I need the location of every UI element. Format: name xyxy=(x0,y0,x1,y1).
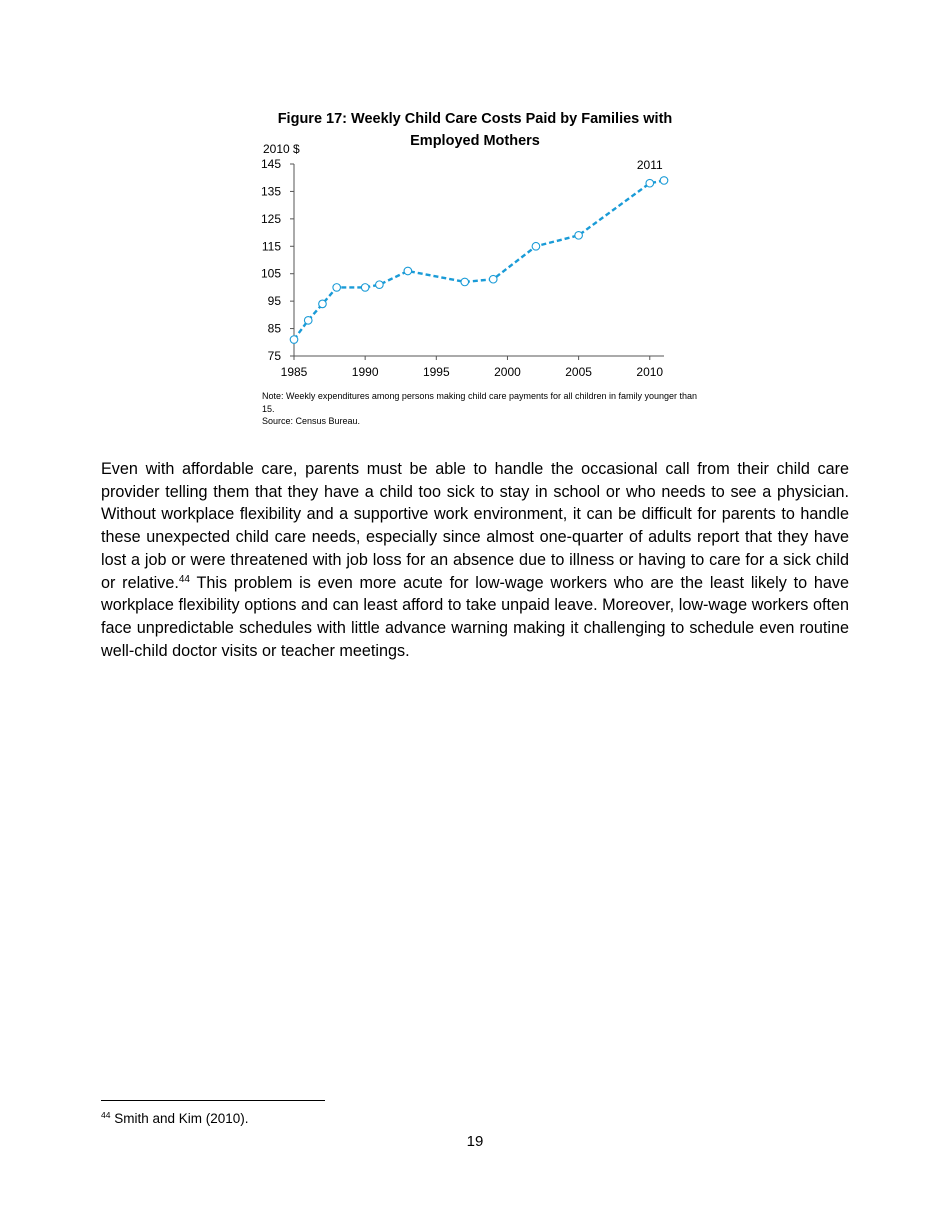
y-axis-label: 2010 $ xyxy=(263,142,300,156)
y-tick-label: 85 xyxy=(267,321,281,336)
x-tick-label: 1995 xyxy=(422,365,450,379)
footnote-text: Smith and Kim (2010). xyxy=(110,1111,249,1126)
footnote-marker: 44 xyxy=(101,1110,111,1120)
page-number: 19 xyxy=(466,1133,484,1150)
x-tick-label: 1990 xyxy=(351,365,379,379)
data-point xyxy=(660,177,668,185)
data-point xyxy=(319,300,327,308)
chart-ticks xyxy=(261,157,663,379)
data-point xyxy=(290,336,298,344)
series-line xyxy=(294,181,664,340)
y-tick-label: 115 xyxy=(261,239,281,254)
y-tick-label: 95 xyxy=(267,294,281,309)
x-tick-label: 2010 xyxy=(636,365,664,379)
data-point xyxy=(333,284,341,292)
body-paragraph xyxy=(101,458,849,662)
data-point xyxy=(361,284,369,292)
data-point xyxy=(575,232,583,240)
footnote-separator xyxy=(101,1100,325,1101)
y-tick-label: 125 xyxy=(260,211,281,226)
line-chart xyxy=(250,138,700,388)
x-tick-label: 1985 xyxy=(280,365,308,379)
y-tick-label: 75 xyxy=(267,349,281,363)
footnote-reference[interactable]: 44 xyxy=(178,573,190,585)
y-tick-label: 145 xyxy=(260,157,281,171)
data-point xyxy=(376,281,384,289)
y-tick-label: 105 xyxy=(260,266,281,281)
x-tick-label: 2005 xyxy=(565,365,592,379)
data-point xyxy=(489,275,497,283)
y-tick-label: 135 xyxy=(260,184,281,199)
data-annotation: 2011 xyxy=(636,158,663,173)
x-tick-label: 2000 xyxy=(494,365,521,379)
paragraph-text-part1: Even with affordable care, parents must be able to handle the occasional call from their child care provider telling them that they have a child too sick to stay in school or who needs to see a physician. Without workplace flexibility and a supportive work environment, it can be difficult for parents to handle these unexpected child care needs, especially since almost one-quarter of adults report that they have lost a job or were threatened with job loss for an absence due to illness or having to care for a sick child or relative. xyxy=(101,460,849,592)
data-point xyxy=(532,242,540,250)
data-point xyxy=(461,278,469,286)
chart-axes xyxy=(294,164,664,356)
paragraph-text-part2: This problem is even more acute for low-wage workers who are the least likely to have workplace flexibility options and can least afford to take unpaid leave. Moreover, low-wage workers often face unpredictable schedules with little advance warning making it challenging to schedule even routine well-child doctor visits or teacher meetings. xyxy=(101,573,849,660)
figure-source: Source: Census Bureau. xyxy=(262,416,361,426)
figure-note-block xyxy=(262,390,702,428)
figure-note: Note: Weekly expenditures among persons making child care payments for all children in family younger than 15. xyxy=(262,391,698,414)
data-point xyxy=(304,317,312,325)
chart-series xyxy=(290,177,668,344)
figure-title: Figure 17: Weekly Child Care Costs Paid by Families with Employed Mothers xyxy=(277,111,673,149)
data-point xyxy=(404,267,412,275)
footnote xyxy=(101,1110,249,1128)
data-point xyxy=(646,179,654,187)
